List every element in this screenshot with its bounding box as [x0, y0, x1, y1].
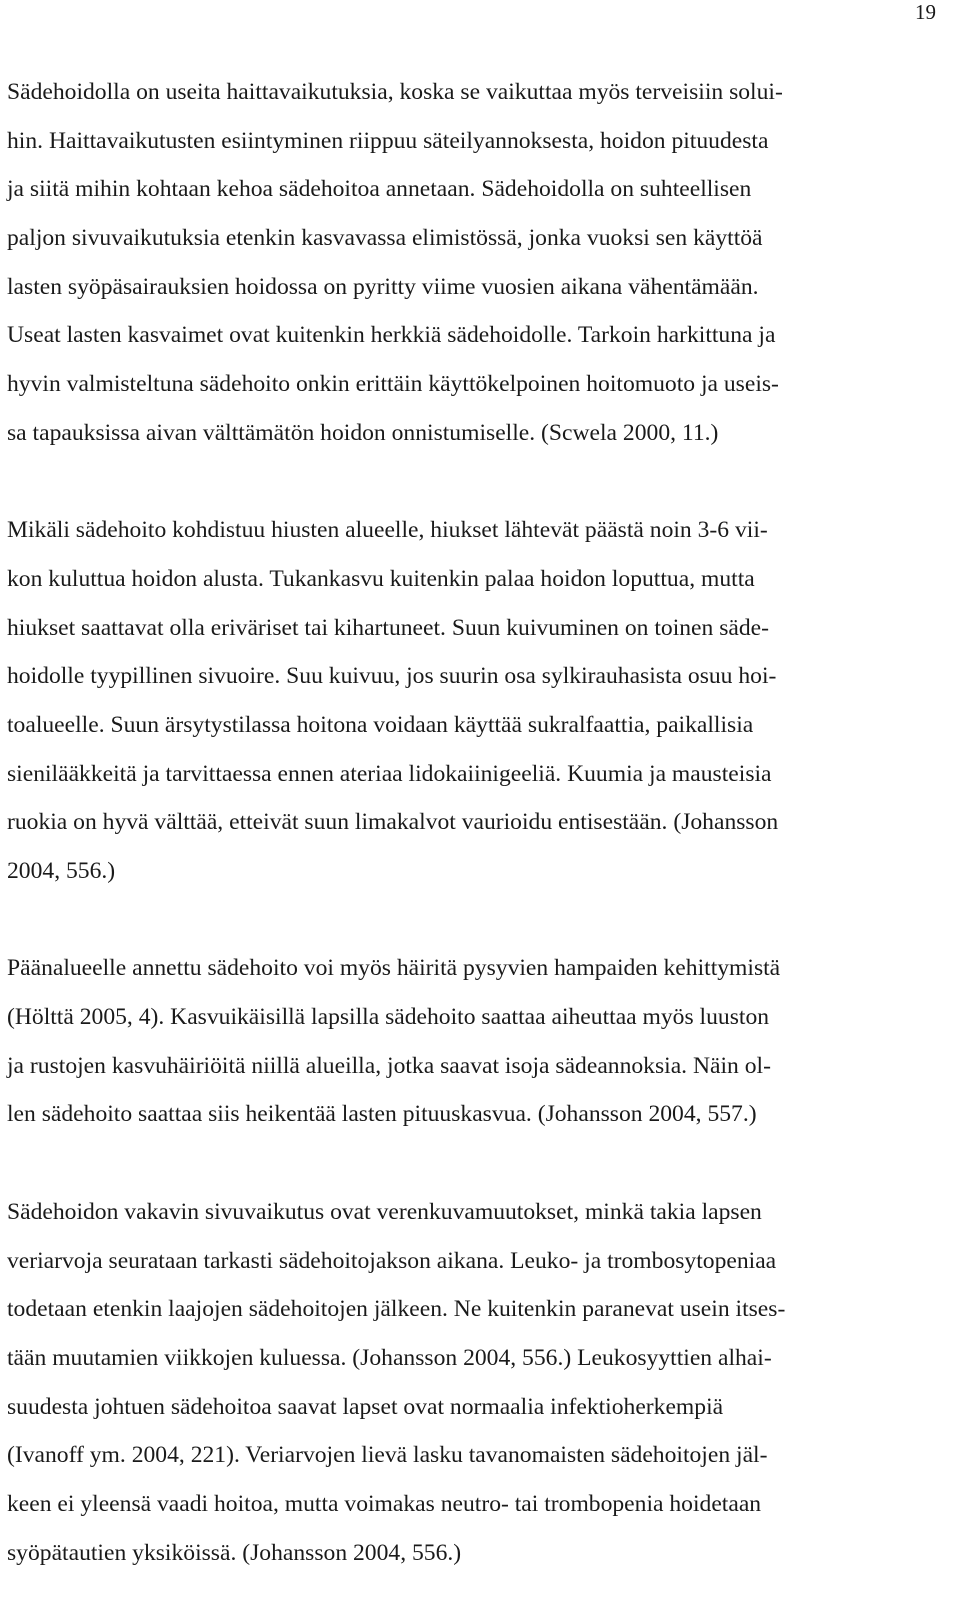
text-line: ruokia on hyvä välttää, etteivät suun limakalvot vaurioidu entisestään. (Johansson [7, 809, 779, 836]
text-line: Päänalueelle annettu sädehoito voi myös häiritä pysyvien hampaiden kehittymistä [7, 955, 781, 982]
text-line: 2004, 556.) [7, 858, 116, 884]
document-body [7, 68, 927, 1577]
text-line: ja rustojen kasvuhäiriöitä niillä alueilla, jotka saavat isoja sädeannoksia. Näin ol- [7, 1052, 771, 1079]
text-line: kon kuluttua hoidon alusta. Tukankasvu kuitenkin palaa hoidon loputtua, mutta [7, 565, 755, 592]
text-line: (Ivanoff ym. 2004, 221). Veriarvojen lievä lasku tavanomaisten sädehoitojen jäl- [7, 1442, 768, 1469]
paragraph-4 [7, 1188, 927, 1578]
text-line: hin. Haittavaikutusten esiintyminen riippuu säteilyannoksesta, hoidon pituudesta [7, 127, 769, 154]
text-line: ja siitä mihin kohtaan kehoa sädehoitoa annetaan. Sädehoidolla on suhteellisen [7, 176, 752, 203]
text-line: Sädehoidolla on useita haittavaikutuksia, koska se vaikuttaa myös terveisiin solui- [7, 79, 783, 105]
text-line: keen ei yleensä vaadi hoitoa, mutta voimakas neutro- tai trombopenia hoidetaan [7, 1490, 762, 1517]
text-line: Sädehoidon vakavin sivuvaikutus ovat verenkuvamuutokset, minkä takia lapsen [7, 1198, 762, 1225]
text-line: veriarvoja seurataan tarkasti sädehoitojakson aikana. Leuko- ja trombosytopeniaa [7, 1247, 777, 1274]
text-line: sienilääkkeitä ja tarvittaessa ennen ateriaa lidokaiinigeeliä. Kuumia ja mausteisia [7, 760, 772, 787]
text-line: len sädehoito saattaa siis heikentää lasten pituuskasvua. (Johansson 2004, 557.) [7, 1101, 757, 1128]
text-line: Mikäli sädehoito kohdistuu hiusten alueelle, hiukset lähtevät päästä noin 3-6 vii- [7, 517, 768, 544]
text-line: toalueelle. Suun ärsytystilassa hoitona voidaan käyttää sukralfaattia, paikallisia [7, 711, 754, 738]
text-line: suudesta johtuen sädehoitoa saavat lapset ovat normaalia infektioherkempiä [7, 1393, 724, 1420]
paragraph-3 [7, 944, 927, 1139]
text-line: paljon sivuvaikutuksia etenkin kasvavassa elimistössä, jonka vuoksi sen käyttöä [7, 225, 763, 252]
text-line: hoidolle tyypillinen sivuoire. Suu kuivuu, jos suurin osa sylkirauhasista osuu hoi- [7, 663, 777, 690]
text-line: hyvin valmisteltuna sädehoito onkin erittäin käyttökelpoinen hoitomuoto ja useis- [7, 371, 779, 398]
text-line: syöpätautien yksiköissä. (Johansson 2004, 556.) [7, 1539, 462, 1566]
text-line: (Hölttä 2005, 4). Kasvuikäisillä lapsilla sädehoito saattaa aiheuttaa myös luuston [7, 1004, 770, 1031]
paragraph-spacer [7, 458, 927, 507]
text-line: tään muutamien viikkojen kuluessa. (Johansson 2004, 556.) Leukosyyttien alhai- [7, 1344, 772, 1371]
text-line: lasten syöpäsairauksien hoidossa on pyritty viime vuosien aikana vähentämään. [7, 273, 759, 300]
text-line: Useat lasten kasvaimet ovat kuitenkin herkkiä sädehoidolle. Tarkoin harkittuna ja [7, 322, 776, 349]
text-line: hiukset saattavat olla eriväriset tai kihartuneet. Suun kuivuminen on toinen säde- [7, 614, 770, 641]
paragraph-2 [7, 506, 927, 896]
text-line: todetaan etenkin laajojen sädehoitojen jälkeen. Ne kuitenkin paranevat usein itses- [7, 1296, 786, 1323]
paragraph-spacer [7, 1139, 927, 1188]
paragraph-spacer [7, 896, 927, 945]
text-line: sa tapauksissa aivan välttämätön hoidon onnistumiselle. (Scwela 2000, 11.) [7, 419, 719, 446]
paragraph-1 [7, 68, 927, 458]
page-number: 19 [915, 0, 936, 24]
